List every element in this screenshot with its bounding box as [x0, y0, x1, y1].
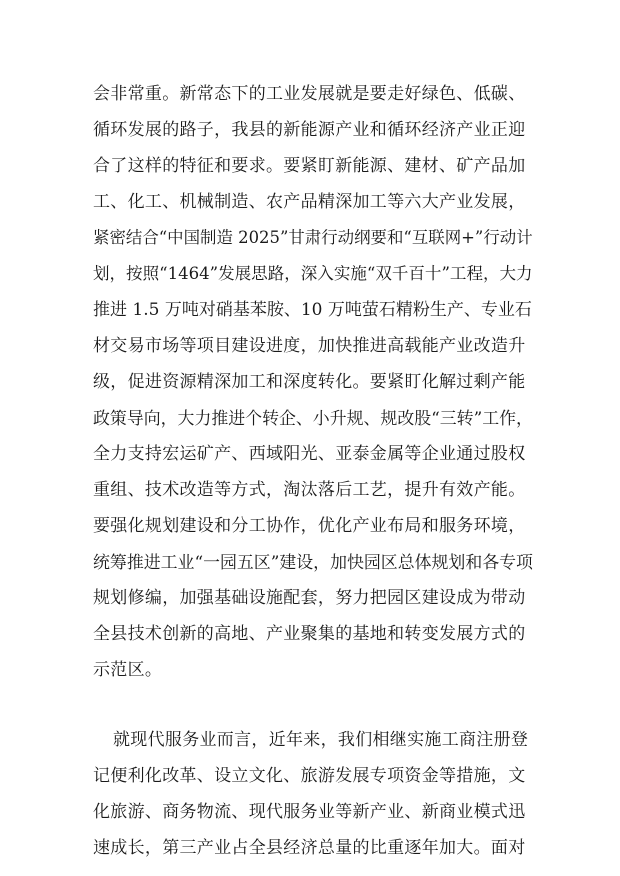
text-line: 推进 1.5 万吨对硝基苯胺、10 万吨萤石精粉生产、专业石 [93, 300, 532, 320]
text-line: 就现代服务业而言，近年来，我们相继实施工商注册登 [113, 730, 529, 750]
text-line: 全力支持宏运矿产、西域阳光、亚泰金属等企业通过股权 [93, 444, 526, 464]
text-line: 紧密结合“中国制造 2025”甘肃行动纲要和“互联网+”行动计 [93, 228, 533, 247]
text-line: 政策导向，大力推进个转企、小升规、规改股“三转”工作， [93, 408, 533, 428]
text-line: 记便利化改革、设立文化、旅游发展专项资金等措施，文 [93, 766, 526, 786]
text-line: 会非常重。新常态下的工业发展就是要走好绿色、低碳、 [93, 84, 526, 104]
text-line: 合了这样的特征和要求。要紧盯新能源、建材、矿产品加 [93, 156, 526, 176]
text-line: 速成长，第三产业占全县经济总量的比重逐年加大。面对 [93, 838, 526, 858]
text-line: 要强化规划建设和分工协作，优化产业布局和服务环境， [93, 516, 526, 536]
text-line: 材交易市场等项目建设进度，加快推进高载能产业改造升 [93, 336, 526, 356]
text-line: 工、化工、机械制造、农产品精深加工等六大产业发展， [93, 192, 526, 212]
text-line: 示范区。 [93, 660, 163, 680]
text-line: 全县技术创新的高地、产业聚集的基地和转变发展方式的 [93, 624, 526, 644]
text-line: 化旅游、商务物流、现代服务业等新产业、新商业模式迅 [93, 802, 526, 822]
text-line: 划，按照“1464”发展思路，深入实施“双千百十”工程，大力 [93, 264, 533, 283]
text-line: 统筹推进工业“一园五区”建设，加快园区总体规划和各专项 [93, 552, 533, 572]
text-line: 重组、技术改造等方式，淘汰落后工艺，提升有效产能。 [93, 480, 526, 500]
text-line: 级，促进资源精深加工和深度转化。要紧盯化解过剩产能 [93, 372, 526, 392]
text-line: 循环发展的路子，我县的新能源产业和循环经济产业正迎 [93, 120, 526, 140]
text-line: 规划修编，加强基础设施配套，努力把园区建设成为带动 [93, 588, 526, 608]
